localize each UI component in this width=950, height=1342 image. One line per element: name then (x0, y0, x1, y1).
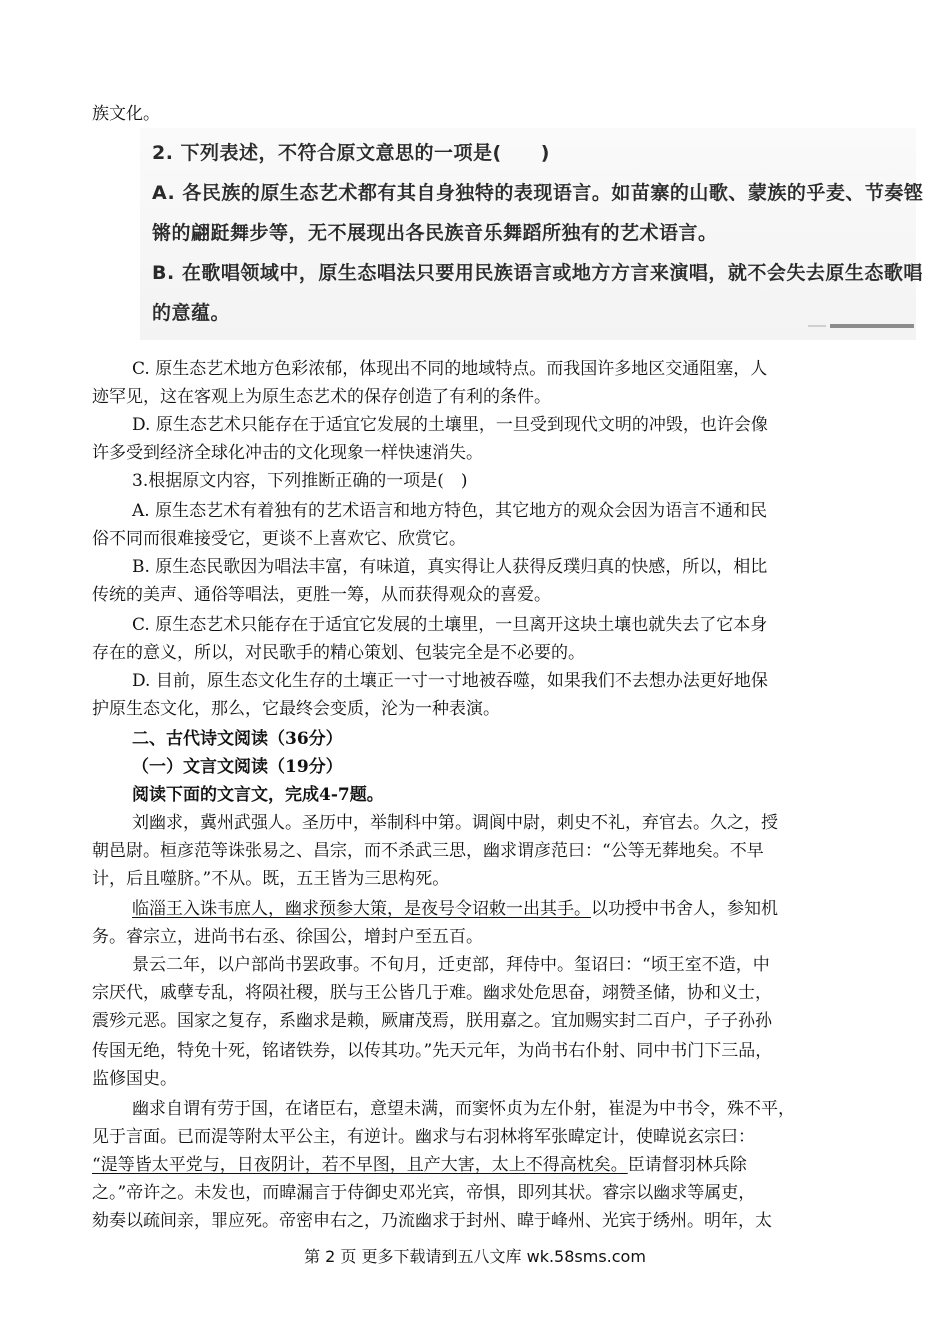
passage-p3-line2: 宗厌代，戚孽专乱，将陨社稷，朕与王公皆几于难。幽求处危思奋，翊赞圣储，协和义士， (92, 983, 772, 1003)
underlined-sentence-1: 临淄王入诛韦庶人，幽求预参大策，是夜号令诏敕一出其手。 (132, 899, 591, 919)
underlined-sentence-2: “湜等皆太平党与，日夜阴计，若不早图，且产大害，太上不得高枕矣。 (92, 1155, 628, 1175)
q2-option-d-line2: 许多受到经济全球化冲击的文化现象一样快速消失。 (92, 443, 483, 463)
scan-option-a-line2: 锵的翩跹舞步等，无不展现出各民族音乐舞蹈所独有的艺术语言。 (152, 222, 718, 244)
passage-p2-line1 (132, 898, 872, 920)
passage-p4-line2: 见于言面。已而湜等附太平公主，有逆计。幽求与右羽林将军张暐定计，使暐说玄宗曰： (92, 1127, 755, 1147)
passage-p3-line4: 传国无绝，特免十死，铭诸铁券，以传其功。”先天元年，为尚书右仆射、同中书门下三品， (92, 1041, 773, 1061)
passage-p2-line1-rest: 以功授中书舍人，参知机 (591, 899, 778, 919)
q3-option-c-line1: C. 原生态艺术只能存在于适宜它发展的土壤里，一旦离开这块土壤也就失去了它本身 (132, 615, 768, 635)
q3-option-d-line1: D. 目前，原生态文化生存的土壤正一寸一寸地被吞噬，如果我们不去想办法更好地保 (132, 671, 768, 691)
scan-question-2: 2. 下列表述，不符合原文意思的一项是( ) (152, 142, 550, 164)
q3-option-a-line1: A. 原生态艺术有着独有的艺术语言和地方特色，其它地方的观众会因为语言不通和民 (132, 501, 768, 521)
passage-p4-line3 (92, 1154, 872, 1176)
q3-option-b-line1: B. 原生态民歌因为唱法丰富，有味道，真实得让人获得反璞归真的快感，所以，相比 (132, 557, 768, 577)
question-3-stem: 3.根据原文内容，下列推断正确的一项是( ) (132, 471, 468, 491)
intro-tail-text: 族文化。 (92, 104, 160, 124)
passage-p4-line1: 幽求自谓有劳于国，在诸臣右，意望未满，而窦怀贞为左仆射，崔湜为中书令，殊不平， (132, 1099, 795, 1119)
scanned-question-image (140, 128, 924, 340)
passage-p3-line3: 震殄元恶。国家之复存，系幽求是赖，厥庸茂焉，朕用嘉之。宜加赐实封二百户，子子孙孙 (92, 1011, 772, 1031)
subsection-heading-wenyan: （一）文言文阅读（19分） (132, 757, 343, 777)
passage-p3-line1: 景云二年，以户部尚书罢政事。不旬月，迁吏部，拜侍中。玺诏曰：“顷王室不造，中 (132, 955, 770, 975)
passage-p1-line1: 刘幽求，冀州武强人。圣历中，举制科中第。调阆中尉，刺史不礼，弃官去。久之，授 (132, 813, 778, 833)
passage-p4-line5: 劾奏以疏间亲，罪应死。帝密申右之，乃流幽求于封州、暐于峰州、光宾于绣州。明年，太 (92, 1211, 772, 1231)
q3-option-a-line2: 俗不同而很难接受它，更谈不上喜欢它、欣赏它。 (92, 529, 466, 549)
passage-p2-line2: 务。睿宗立，进尚书右丞、徐国公，增封户至五百。 (92, 927, 483, 947)
q2-option-c-line1: C. 原生态艺术地方色彩浓郁，体现出不同的地域特点。而我国许多地区交通阻塞，人 (132, 359, 768, 379)
q3-option-b-line2: 传统的美声、通俗等唱法，更胜一筹，从而获得观众的喜爱。 (92, 585, 551, 605)
passage-p4-line3-rest: 臣请督羽林兵除 (627, 1155, 747, 1175)
passage-p1-line2: 朝邑尉。桓彦范等诛张易之、昌宗，而不杀武三思，幽求谓彦范曰：“公等无葬地矣。不早 (92, 841, 764, 861)
q3-option-d-line2: 护原生态文化，那么，它最终会变质，沦为一种表演。 (92, 699, 500, 719)
q2-option-d-line1: D. 原生态艺术只能存在于适宜它发展的土壤里，一旦受到现代文明的冲毁，也许会像 (132, 415, 768, 435)
q2-option-c-line2: 迹罕见，这在客观上为原生态艺术的保存创造了有利的条件。 (92, 387, 551, 407)
passage-p1-line3: 计，后且噬脐。”不从。既，五王皆为三思构死。 (92, 869, 450, 889)
passage-p3-line5: 监修国史。 (92, 1069, 177, 1089)
page-footer: 第 2 页 更多下载请到五八文库 wk.58sms.com (304, 1247, 646, 1266)
scan-option-b-line1: B. 在歌唱领域中，原生态唱法只要用民族语言或地方方言来演唱，就不会失去原生态歌唱 (152, 262, 923, 284)
scan-option-a-line1: A. 各民族的原生态艺术都有其自身独特的表现语言。如苗寨的山歌、蒙族的乎麦、节奏铿 (152, 182, 924, 204)
scan-option-b-line2: 的意蕴。 (152, 302, 231, 324)
passage-p4-line4: 之。”帝许之。未发也，而暐漏言于侍御史邓光宾，帝惧，即列其状。睿宗以幽求等属吏， (92, 1183, 756, 1203)
section-heading-classical: 二、古代诗文阅读（36分） (132, 729, 343, 749)
scan-artifact-mark (808, 325, 826, 327)
reading-instruction: 阅读下面的文言文，完成4-7题。 (132, 785, 384, 805)
scan-artifact-bar (830, 324, 914, 328)
q3-option-c-line2: 存在的意义，所以，对民歌手的精心策划、包装完全是不必要的。 (92, 643, 585, 663)
